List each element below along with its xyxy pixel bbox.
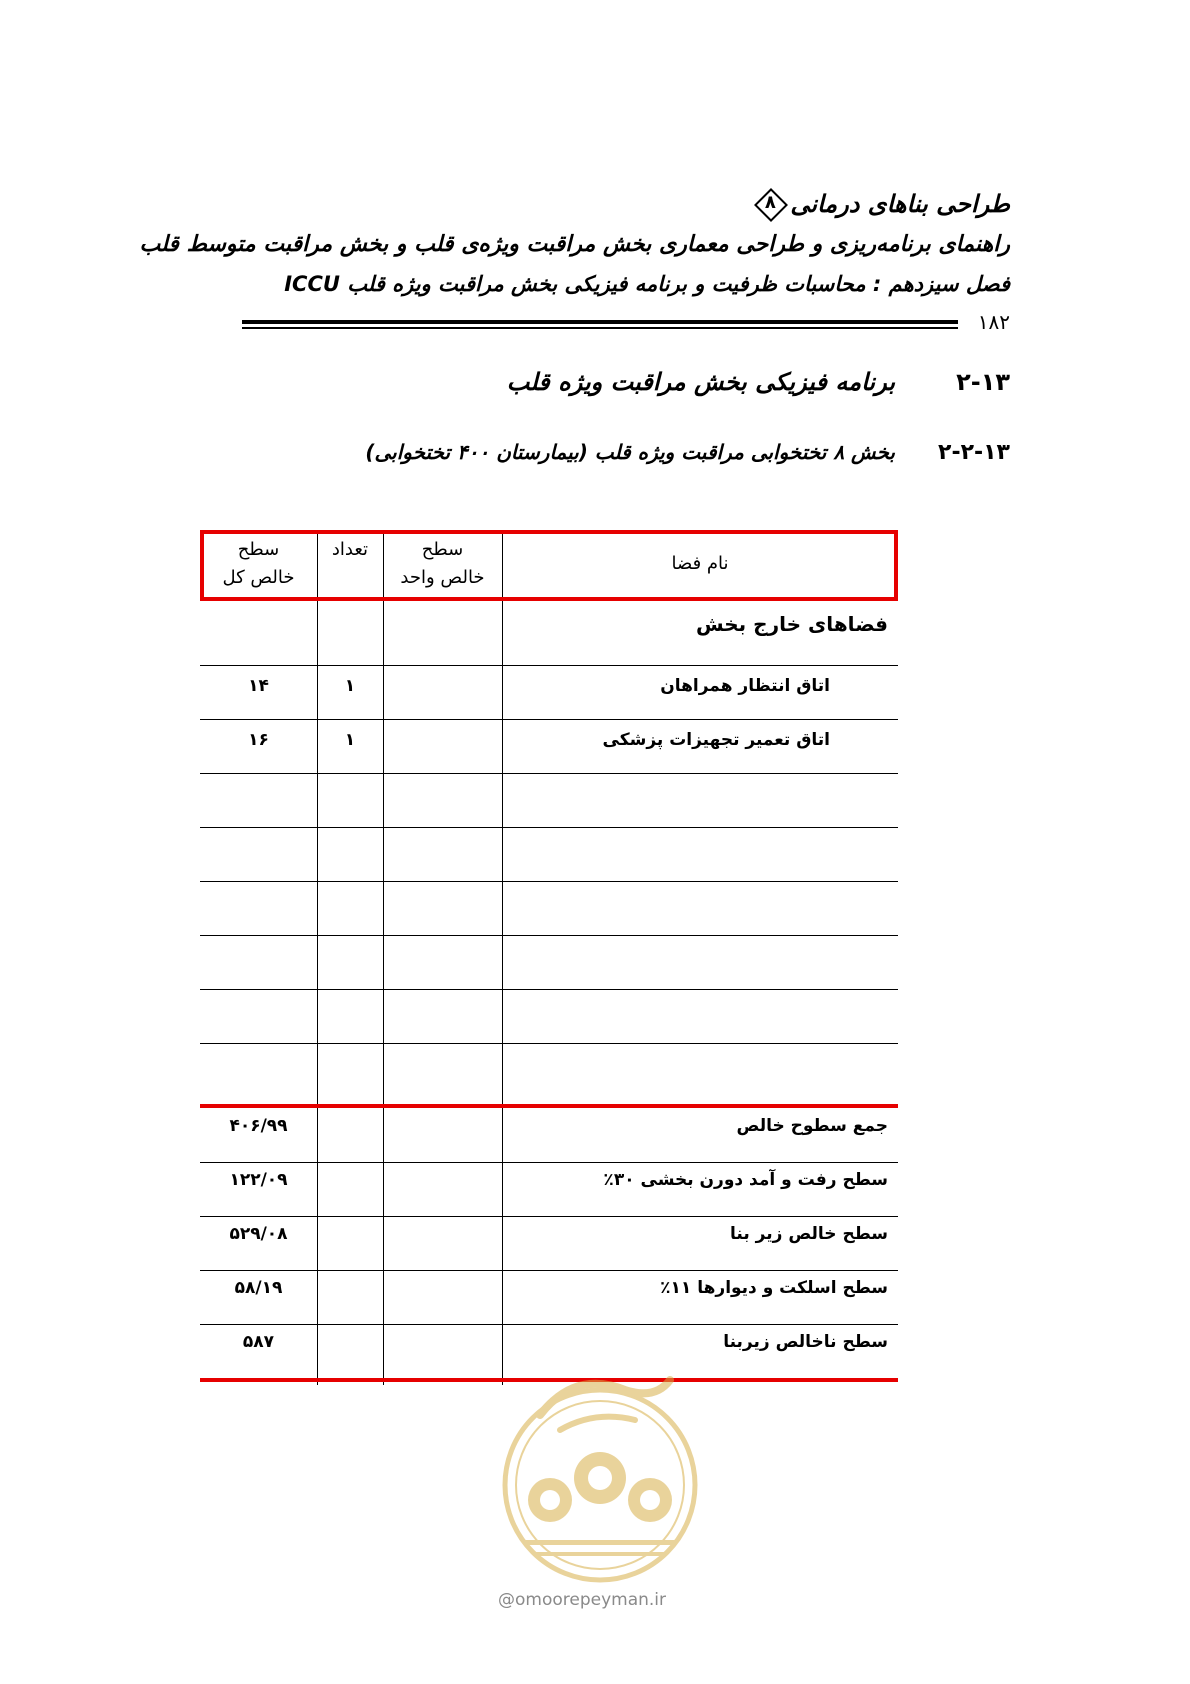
summary-divider: [200, 1162, 898, 1163]
row-divider: [200, 773, 898, 774]
summary-value: ۵۸/۱۹: [234, 1278, 283, 1298]
space-program-table: [200, 530, 898, 1385]
subsection-title: بخش ۸ تختخوابی مراقبت ویژه قلب (بیمارستان ۴۰۰ تختخوابی): [365, 440, 895, 464]
row-divider: [200, 935, 898, 936]
table-row-name: اتاق تعمیر تجهیزات پزشکی: [602, 730, 830, 750]
row-divider: [200, 1043, 898, 1044]
section-number: ۲-۱۳: [956, 368, 1010, 396]
column-divider: [383, 530, 384, 1385]
row-divider: [200, 665, 898, 666]
header-rule-thick: [242, 320, 958, 324]
summary-value: ۵۲۹/۰۸: [229, 1224, 288, 1244]
summary-value: ۴۰۶/۹۹: [229, 1116, 288, 1136]
header-total-area: سطح خالص کل: [222, 539, 295, 588]
table-row-total: ۱۶: [248, 730, 269, 750]
column-divider: [317, 530, 318, 1385]
summary-label: سطح خالص زیر بنا: [730, 1224, 888, 1244]
header-rule-thin: [242, 327, 958, 329]
row-divider: [200, 827, 898, 828]
section-title: برنامه فیزیکی بخش مراقبت ویژه قلب: [506, 368, 895, 396]
table-row-total: ۱۴: [248, 676, 269, 696]
page-number: ۱۸۲: [977, 310, 1010, 334]
summary-divider: [200, 1270, 898, 1271]
row-divider: [200, 989, 898, 990]
guide-title: راهنمای برنامه‌ریزی و طراحی معماری بخش مراقبت ویژه‌ی قلب و بخش مراقبت متوسط قلب: [139, 232, 1010, 257]
row-divider: [200, 881, 898, 882]
group-title: فضاهای خارج بخش: [696, 612, 888, 636]
table-row-count: ۱: [344, 730, 356, 750]
summary-value: ۱۲۲/۰۹: [229, 1170, 288, 1190]
summary-label: جمع سطوح خالص: [736, 1116, 888, 1136]
summary-label: سطح رفت و آمد دورن بخشی ۳۰٪: [603, 1170, 888, 1190]
table-row-name: اتاق انتظار همراهان: [660, 676, 830, 696]
book-series-title: [752, 188, 1010, 220]
watermark-url: @omoorepeyman.ir: [498, 1590, 667, 1610]
chapter-title: فصل سیزدهم : محاسبات ظرفیت و برنامه فیزیکی بخش مراقبت ویژه قلب ICCU: [284, 272, 1010, 296]
row-divider: [200, 719, 898, 720]
summary-divider: [200, 1216, 898, 1217]
table-row-count: ۱: [344, 676, 356, 696]
header-space-name: نام فضا: [671, 553, 729, 574]
header-unit-area: سطح خالص واحد: [400, 539, 485, 588]
summary-label: سطح اسلکت و دیوارها ۱۱٪: [660, 1278, 888, 1298]
column-divider: [502, 530, 503, 1385]
summary-value: ۵۸۷: [242, 1332, 275, 1352]
summary-divider: [200, 1324, 898, 1325]
header-count: تعداد: [331, 539, 369, 560]
subsection-number: ۲-۲-۱۳: [938, 440, 1010, 465]
series-number-badge: ۸: [754, 188, 786, 220]
watermark-logo: [485, 1360, 715, 1590]
summary-label: سطح ناخالص زیربنا: [723, 1332, 888, 1352]
series-label: طراحی بناهای درمانی: [790, 190, 1010, 218]
summary-top-rule: [200, 1104, 898, 1108]
